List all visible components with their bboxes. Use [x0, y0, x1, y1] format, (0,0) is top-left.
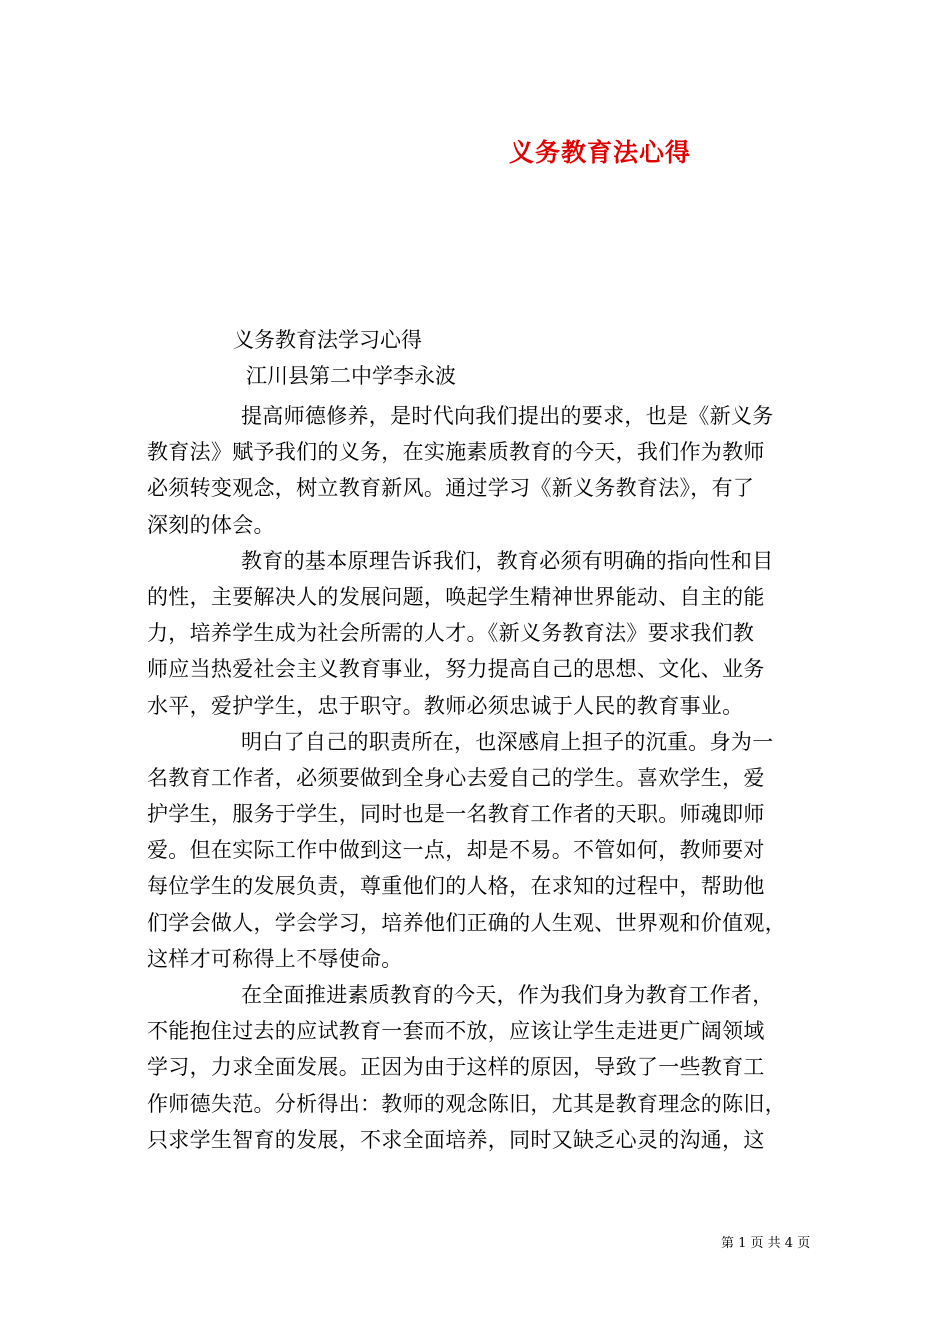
body-line: 不能抱住过去的应试教育一套而不放，应该让学生走进更广阔领域: [147, 1019, 765, 1044]
body-line: 深刻的体会。: [147, 512, 275, 537]
body-line: 每位学生的发展负责，尊重他们的人格，在求知的过程中，帮助他: [147, 874, 765, 899]
body-line: 力，培养学生成为社会所需的人才。《新义务教育法》要求我们教: [147, 621, 755, 646]
author-line: 江川县第二中学李永波: [246, 364, 456, 388]
body-text: [147, 398, 807, 1158]
body-line: 水平，爱护学生，忠于职守。教师必须忠诚于人民的教育事业。: [147, 693, 744, 718]
body-line: 提高师德修养，是时代向我们提出的要求，也是《新义务: [241, 404, 774, 428]
body-line: 爱。但在实际工作中做到这一点，却是不易。不管如何，教师要对: [147, 838, 765, 863]
body-line: 教育法》赋予我们的义务，在实施素质教育的今天，我们作为教师: [147, 440, 765, 465]
body-line: 的性，主要解决人的发展问题，唤起学生精神世界能动、自主的能: [147, 584, 765, 609]
body-line: 只求学生智育的发展，不求全面培养，同时又缺乏心灵的沟通，这: [147, 1127, 765, 1152]
body-line: 这样才可称得上不辱使命。: [147, 946, 403, 971]
document-title: 义务教育法心得: [509, 138, 692, 167]
body-line: 在全面推进素质教育的今天，作为我们身为教育工作者，: [241, 983, 774, 1007]
body-line: 们学会做人，学会学习，培养他们正确的人生观、世界观和价值观，: [147, 910, 786, 935]
body-line: 护学生，服务于学生，同时也是一名教育工作者的天职。师魂即师: [147, 802, 765, 827]
page-footer: 第 1 页 共 4 页: [721, 1236, 811, 1251]
body-line: 教育的基本原理告诉我们，教育必须有明确的指向性和目: [241, 548, 774, 573]
body-line: 必须转变观念，树立教育新风。通过学习《新义务教育法》，有了: [147, 476, 755, 501]
body-line: 作师德失范。分析得出：教师的观念陈旧，尤其是教育理念的陈旧，: [147, 1091, 786, 1116]
body-line: 明白了自己的职责所在，也深感肩上担子的沉重。身为一: [241, 729, 774, 754]
body-line: 名教育工作者，必须要做到全身心去爱自己的学生。喜欢学生，爱: [147, 765, 765, 790]
body-line: 师应当热爱社会主义教育事业，努力提高自己的思想、文化、业务: [147, 657, 765, 682]
body-line: 学习，力求全面发展。正因为由于这样的原因，导致了一些教育工: [147, 1055, 765, 1080]
document-subtitle: 义务教育法学习心得: [233, 328, 422, 352]
